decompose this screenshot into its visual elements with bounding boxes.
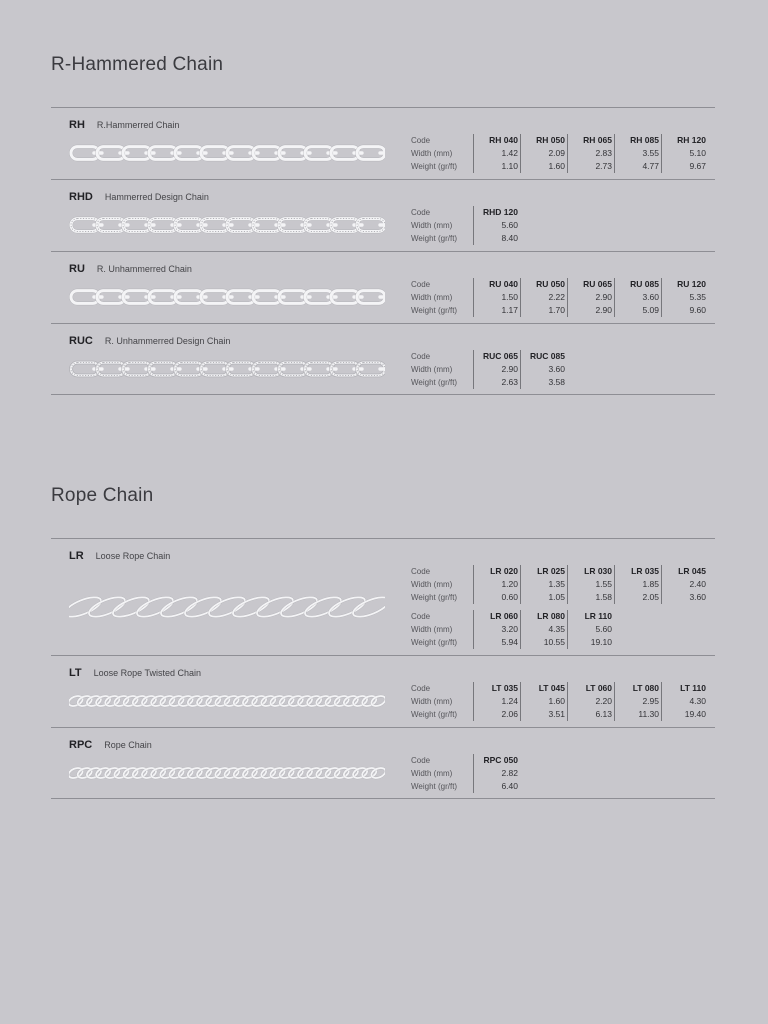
width-value: 1.20 (501, 579, 518, 589)
weight-value: 19.40 (684, 709, 706, 719)
weight-value: 1.58 (595, 592, 612, 602)
product-code: RPC 050 (483, 755, 518, 765)
spec-column (520, 682, 567, 721)
width-value: 2.82 (501, 768, 518, 778)
chain-row (51, 538, 715, 655)
width-value: 5.60 (501, 220, 518, 230)
row-header (69, 263, 192, 275)
product-code: RH 120 (677, 135, 706, 145)
product-code: RU 050 (536, 279, 565, 289)
product-code: RUC 085 (530, 351, 565, 361)
product-code: LR 060 (490, 611, 518, 621)
spec-column (661, 565, 708, 604)
chain-code: RU (69, 263, 85, 275)
width-value: 2.22 (548, 292, 565, 302)
chain-code: RH (69, 119, 85, 131)
product-code: LT 035 (491, 683, 518, 693)
spec-table (411, 206, 520, 251)
weight-value: 6.40 (501, 781, 518, 791)
spec-labels (411, 565, 473, 604)
spec-column (661, 134, 708, 173)
product-code: LR 030 (584, 566, 612, 576)
row-header (69, 667, 201, 679)
label-code: Code (411, 280, 431, 289)
weight-value: 9.67 (689, 161, 706, 171)
weight-value: 1.05 (548, 592, 565, 602)
spec-block (411, 565, 708, 604)
product-code: RH 065 (583, 135, 612, 145)
chain-name: Loose Rope Chain (95, 551, 171, 561)
weight-value: 2.63 (501, 377, 518, 387)
width-value: 1.50 (501, 292, 518, 302)
label-weight: Weight (gr/ft) (411, 638, 458, 647)
spec-column (567, 610, 614, 649)
spec-table (411, 682, 708, 727)
spec-labels (411, 682, 473, 721)
label-weight: Weight (gr/ft) (411, 162, 458, 171)
spec-labels (411, 206, 473, 245)
weight-value: 3.60 (689, 592, 706, 602)
chain-image (69, 214, 385, 236)
label-width: Width (mm) (411, 580, 453, 589)
spec-column (614, 682, 661, 721)
spec-column (614, 565, 661, 604)
row-header (69, 335, 230, 347)
chain-code: RHD (69, 191, 93, 203)
chain-links (71, 219, 385, 232)
chain-code: LR (69, 550, 84, 562)
row-header (69, 550, 170, 562)
weight-value: 2.05 (642, 592, 659, 602)
weight-value: 0.60 (501, 592, 518, 602)
product-code: LR 110 (584, 611, 612, 621)
weight-value: 10.55 (543, 637, 565, 647)
spec-column (520, 278, 567, 317)
width-value: 5.60 (595, 624, 612, 634)
width-value: 2.09 (548, 148, 565, 158)
label-width: Width (mm) (411, 697, 453, 706)
width-value: 1.35 (548, 579, 565, 589)
spec-column (661, 278, 708, 317)
chain-row (51, 251, 715, 323)
spec-table (411, 565, 708, 655)
spec-column (614, 278, 661, 317)
weight-value: 6.13 (595, 709, 612, 719)
row-header (69, 119, 179, 131)
product-code: LR 020 (490, 566, 518, 576)
spec-column (473, 682, 520, 721)
spec-column (473, 350, 520, 389)
weight-value: 4.77 (642, 161, 659, 171)
label-code: Code (411, 208, 431, 217)
product-code: LR 035 (631, 566, 659, 576)
spec-table (411, 350, 567, 395)
chain-code: LT (69, 667, 82, 679)
spec-column (473, 565, 520, 604)
chain-list (51, 538, 715, 799)
chain-image (69, 690, 385, 712)
product-code: RH 040 (489, 135, 518, 145)
weight-value: 19.10 (590, 637, 612, 647)
section-title: R-Hammered Chain (51, 54, 224, 75)
weight-value: 8.40 (501, 233, 518, 243)
chain-list (51, 107, 715, 395)
spec-labels (411, 278, 473, 317)
width-value: 1.42 (501, 148, 518, 158)
label-code: Code (411, 352, 431, 361)
width-value: 2.90 (595, 292, 612, 302)
chain-name: Hammerred Design Chain (104, 192, 209, 202)
chain-row (51, 727, 715, 799)
width-value: 4.30 (689, 696, 706, 706)
chain-row (51, 323, 715, 395)
chain-name: Loose Rope Twisted Chain (93, 668, 202, 678)
label-width: Width (mm) (411, 769, 453, 778)
chain-image (69, 358, 385, 380)
spec-block (411, 610, 708, 649)
chain-name: R. Unhammerred Chain (96, 264, 192, 274)
spec-column (567, 134, 614, 173)
weight-value: 11.30 (638, 709, 659, 719)
weight-value: 2.73 (595, 161, 612, 171)
product-code: LR 045 (678, 566, 706, 576)
row-header (69, 739, 152, 751)
spec-labels (411, 350, 473, 389)
width-value: 3.60 (548, 364, 565, 374)
width-value: 1.85 (642, 579, 659, 589)
chain-links (71, 363, 385, 376)
product-code: RU 120 (677, 279, 706, 289)
spec-labels (411, 754, 473, 793)
spec-block (411, 278, 708, 317)
spec-table (411, 278, 708, 323)
chain-links (69, 694, 385, 708)
width-value: 2.90 (501, 364, 518, 374)
width-value: 2.95 (642, 696, 659, 706)
chain-code: RPC (69, 739, 93, 751)
width-value: 2.40 (689, 579, 706, 589)
spec-block (411, 134, 708, 173)
product-code: RU 085 (630, 279, 659, 289)
width-value: 1.60 (548, 696, 565, 706)
spec-column (473, 610, 520, 649)
weight-value: 2.90 (595, 305, 612, 315)
width-value: 5.35 (689, 292, 706, 302)
width-value: 2.20 (595, 696, 612, 706)
weight-value: 5.09 (642, 305, 659, 315)
chain-row (51, 655, 715, 727)
weight-value: 1.70 (548, 305, 565, 315)
label-code: Code (411, 567, 431, 576)
chain-name: R. Unhammerred Design Chain (104, 336, 231, 346)
label-width: Width (mm) (411, 293, 453, 302)
label-width: Width (mm) (411, 625, 453, 634)
chain-code: RUC (69, 335, 93, 347)
weight-value: 2.06 (501, 709, 518, 719)
chain-links (71, 147, 385, 160)
width-value: 1.24 (501, 696, 518, 706)
chain-links (69, 596, 385, 618)
product-code: RH 085 (630, 135, 659, 145)
label-weight: Weight (gr/ft) (411, 782, 458, 791)
product-code: LT 060 (585, 683, 612, 693)
width-value: 5.10 (689, 148, 706, 158)
product-code: RU 040 (489, 279, 518, 289)
spec-block (411, 206, 520, 245)
spec-labels (411, 610, 473, 649)
spec-column (473, 278, 520, 317)
chain-image (69, 596, 385, 618)
weight-value: 1.10 (501, 161, 518, 171)
label-width: Width (mm) (411, 365, 453, 374)
chain-links (71, 291, 385, 304)
spec-block (411, 682, 708, 721)
spec-column (614, 134, 661, 173)
product-code: RUC 065 (483, 351, 518, 361)
label-weight: Weight (gr/ft) (411, 306, 458, 315)
spec-column (473, 206, 520, 245)
label-code: Code (411, 612, 431, 621)
product-code: LR 025 (537, 566, 565, 576)
spec-table (411, 754, 520, 799)
width-value: 1.55 (595, 579, 612, 589)
label-code: Code (411, 136, 431, 145)
product-code: LT 110 (680, 683, 706, 693)
label-code: Code (411, 684, 431, 693)
spec-column (520, 565, 567, 604)
chain-row (51, 107, 715, 179)
weight-value: 9.60 (689, 305, 706, 315)
weight-value: 3.51 (548, 709, 565, 719)
width-value: 3.55 (642, 148, 659, 158)
section-rope (51, 485, 715, 791)
weight-value: 1.17 (501, 305, 518, 315)
product-code: RHD 120 (483, 207, 518, 217)
product-code: LR 080 (537, 611, 565, 621)
chain-image (69, 286, 385, 308)
weight-value: 5.94 (501, 637, 518, 647)
chain-name: Rope Chain (104, 740, 152, 750)
section-r-hammered (51, 54, 715, 387)
label-weight: Weight (gr/ft) (411, 710, 458, 719)
spec-column (473, 754, 520, 793)
spec-labels (411, 134, 473, 173)
spec-column (520, 350, 567, 389)
label-width: Width (mm) (411, 149, 453, 158)
spec-block (411, 754, 520, 793)
product-code: RH 050 (536, 135, 565, 145)
width-value: 4.35 (548, 624, 565, 634)
spec-column (567, 682, 614, 721)
weight-value: 3.58 (548, 377, 565, 387)
spec-column (567, 565, 614, 604)
spec-block (411, 350, 567, 389)
spec-column (567, 278, 614, 317)
product-code: RU 065 (583, 279, 612, 289)
chain-name: R.Hammerred Chain (96, 120, 180, 130)
label-weight: Weight (gr/ft) (411, 593, 458, 602)
spec-table (411, 134, 708, 179)
chain-links (69, 766, 385, 780)
product-code: LT 080 (632, 683, 659, 693)
chain-image (69, 762, 385, 784)
spec-column (661, 682, 708, 721)
spec-column (473, 134, 520, 173)
spec-column (520, 610, 567, 649)
label-weight: Weight (gr/ft) (411, 378, 458, 387)
label-weight: Weight (gr/ft) (411, 234, 458, 243)
label-code: Code (411, 756, 431, 765)
product-code: LT 045 (538, 683, 565, 693)
label-width: Width (mm) (411, 221, 453, 230)
row-header (69, 191, 209, 203)
section-title: Rope Chain (51, 485, 154, 506)
chain-row (51, 179, 715, 251)
width-value: 2.83 (595, 148, 612, 158)
width-value: 3.60 (642, 292, 659, 302)
spec-column (520, 134, 567, 173)
weight-value: 1.60 (548, 161, 565, 171)
chain-image (69, 142, 385, 164)
width-value: 3.20 (501, 624, 518, 634)
